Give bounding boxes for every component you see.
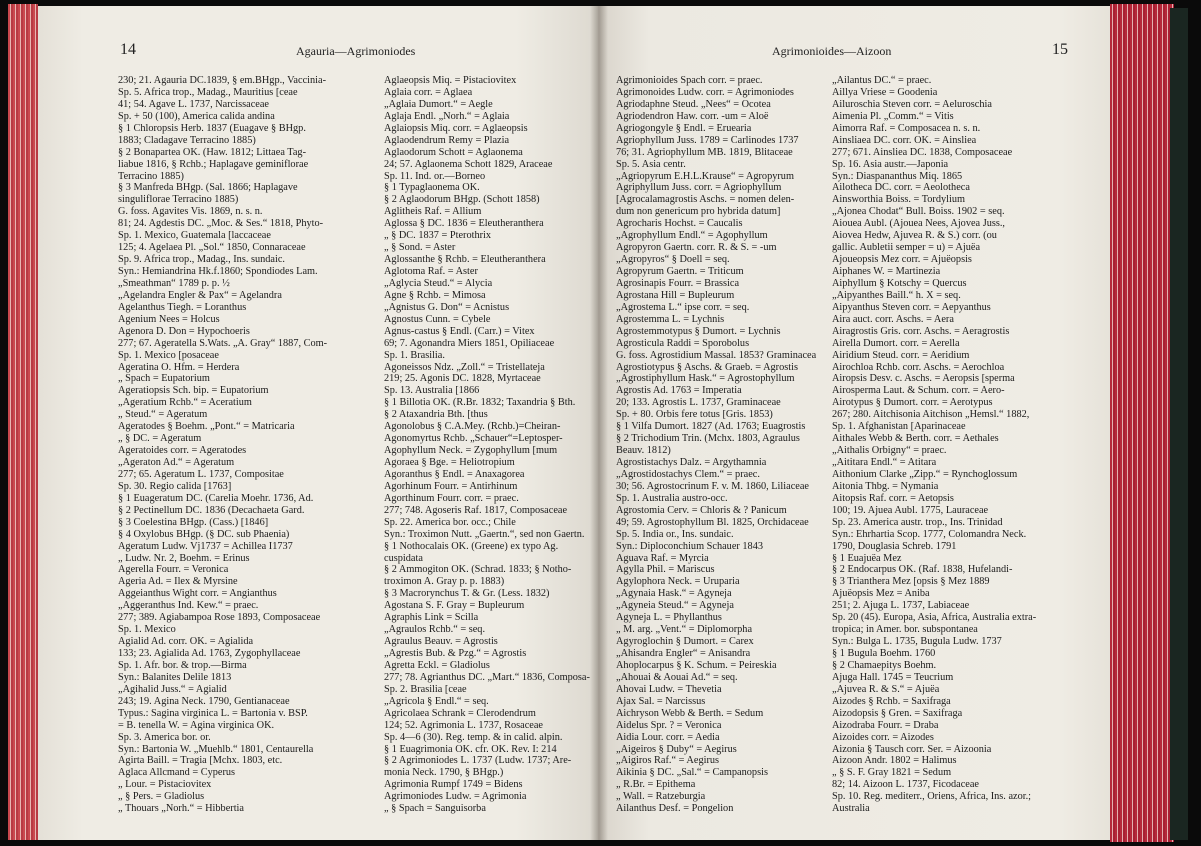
entry-line: „Ajonea Chodat“ Bull. Boiss. 1902 = seq.: [832, 206, 1005, 218]
entry-line: Agylla Phil. = Mariscus: [616, 564, 715, 576]
entry-line: Airopsis Desv. c. Aschs. = Aeropsis [sperma: [832, 373, 1015, 385]
entry-line: Syn.: Bartonia W. „Muehlb.“ 1801, Centaurella: [118, 743, 314, 755]
entry-line: Aiovea Hedw, Ajuvea R. & S.) corr. (ou: [832, 230, 997, 242]
entry-line: Aglaeopsis Miq. = Pistaciovitex: [384, 75, 517, 86]
entry-line: „ Thouars „Norh.“ = Hibbertia: [118, 803, 244, 815]
entry-line: Agropyron Gaertn. corr. R. & S. = -um: [616, 242, 777, 254]
entry-line: Sp. 5. Asia centr.: [616, 158, 686, 170]
entry-line: „Aithalis Orbigny“ = praec.: [832, 445, 947, 457]
entry-line: 41; 54. Agave L. 1737, Narcissaceae: [118, 98, 269, 110]
entry-line: „ § S. F. Gray 1821 = Sedum: [832, 767, 952, 779]
entry-line: „Aigeiros § Duby“ = Aegirus: [616, 743, 737, 755]
entry-line: Aglaodendrum Remy = Plazia: [384, 134, 510, 146]
entry-line: Aizodes § Rchb. = Saxifraga: [832, 695, 951, 707]
entry-line: [Agrocalamagrostis Aschs. = nomen delen-: [616, 194, 795, 206]
entry-line: Agrostemma L. = Lychnis: [616, 313, 725, 325]
entry-line: „ Lour. = Pistaciovitex: [118, 779, 212, 791]
page-edges-left: [8, 4, 38, 840]
entry-line: § 3 Coelestina BHgp. (Cass.) [1846]: [118, 516, 269, 528]
entry-line: „Agriopyrum E.H.L.Krause“ = Agropyrum: [616, 170, 794, 182]
entry-line: Agrostomia Cerv. = Chloris & ? Panicum: [616, 504, 787, 516]
page-edges-right: [1110, 4, 1174, 842]
entry-line: § 2 Trichodium Trin. (Mchx. 1803, Agraulus: [616, 433, 800, 445]
entry-line: § 2 Pectinellum DC. 1836 (Decachaeta Gard.: [118, 504, 305, 516]
entry-line: Agonolobus § C.A.Mey. (Rchb.)=Cheiran-: [384, 421, 561, 433]
entry-line: Aimenia Pl. „Comm.“ = Vitis: [832, 110, 954, 122]
entry-line: Syn.: Troximon Nutt. „Gaertn.“, sed non Gaertn.: [384, 528, 585, 540]
entry-line: 81; 24. Agdestis DC. „Moc. & Ses.“ 1818, Phyto-: [118, 218, 324, 230]
entry-line: § 1 Euageratum DC. (Carelia Moehr. 1736, Ad.: [118, 492, 314, 504]
entry-line: troximon A. Gray p. p. 1883): [384, 576, 505, 588]
entry-line: Ahoplocarpus § K. Schum. = Peireskia: [616, 659, 777, 671]
entry-line: Sp. 1. Afr. bor. & trop.—Birma: [118, 659, 247, 671]
entry-line: Agostana S. F. Gray = Bupleurum: [384, 600, 525, 612]
entry-line: Ajax Sal. = Narcissus: [616, 695, 706, 707]
entry-line: 219; 25. Agonis DC. 1828, Myrtaceae: [384, 373, 541, 385]
entry-line: Sp. 10. Reg. mediterr., Oriens, Africa, Ins. azor.;: [832, 791, 1032, 803]
entry-line: Aillya Vriese = Goodenia: [832, 86, 938, 98]
entry-line: Agrimonioides Spach corr. = praec.: [616, 75, 763, 86]
entry-line: 267; 280. Aitchisonia Aitchison „Hemsl.“ 1882,: [832, 409, 1030, 421]
entry-line: Airella Dumort. corr. = Aerella: [832, 337, 960, 349]
entry-line: § 1 Typaglaonema OK.: [384, 182, 480, 194]
entry-line: „Aigiros Raf.“ = Aegirus: [616, 755, 720, 767]
entry-line: Aidelus Spr. ? = Veronica: [616, 719, 722, 731]
entry-line: „ § Spach = Sanguisorba: [384, 803, 486, 815]
entry-line: Agretta Eckl. = Gladiolus: [384, 659, 490, 671]
entry-line: Agyroglochin § Dumort. = Carex: [616, 636, 754, 648]
right-column-2: [832, 75, 1094, 815]
entry-line: „ Wall. = Ratzeburgia: [616, 791, 706, 803]
entry-line: Airidium Steud. corr. = Aeridium: [832, 349, 970, 361]
entry-line: Sp. 2. Brasilia [ceae: [384, 683, 467, 695]
entry-line: Aglaodorum Schott = Aglaonema: [384, 146, 523, 158]
entry-line: Sp. 22. America bor. occ.; Chile: [384, 516, 516, 528]
entry-line: Airagrostis Gris. corr. Aschs. = Aeragrostis: [832, 325, 1010, 337]
entry-line: „ M. arg. „Vent.“ = Diplomorpha: [616, 624, 753, 636]
entry-line: Agophyllum Neck. = Zygophyllum [mum: [384, 445, 558, 457]
entry-line: Aitonia Thbg. = Nymania: [832, 480, 939, 492]
entry-line: 76; 31. Agriophyllum MB. 1819, Blitaceae: [616, 146, 793, 158]
entry-line: Terracino 1885): [118, 170, 184, 182]
entry-line: „Agihalid Juss.“ = Agialid: [118, 683, 227, 695]
entry-line: § 2 Ataxandria Bth. [thus: [384, 409, 488, 421]
entry-line: Agrosticula Raddi = Sporobolus: [616, 337, 750, 349]
entry-line: § 1 Euagrimonia OK. cfr. OK. Rev. I: 214: [384, 743, 557, 755]
right-column-1: [616, 75, 854, 815]
entry-line: liabue 1816, § Rchb.; Haplagave geminiflorae: [118, 158, 309, 170]
entry-line: Agrostis Ad. 1763 = Imperatia: [616, 385, 742, 397]
entry-line: Agyneja L. = Phyllanthus: [616, 612, 722, 624]
entry-line: G. foss. Agrostidium Massal. 1853? Graminacea: [616, 349, 817, 361]
entry-line: „ R.Br. = Epithema: [616, 779, 696, 791]
entry-line: Ageratum Ludw. Vj1737 = Achillea I1737: [118, 540, 293, 552]
entry-line: § 1 Euajuëa Mez: [832, 552, 902, 564]
entry-line: Sp. 1. Mexico: [118, 624, 176, 636]
entry-line: 230; 21. Agauria DC.1839, § em.BHgp., Vaccinia-: [118, 75, 327, 86]
entry-line: Sp. 30. Regio calida [1763]: [118, 480, 232, 492]
entry-line: Syn.: Hemiandrina Hk.f.1860; Spondiodes Lam.: [118, 266, 318, 277]
entry-line: 243; 19. Agina Neck. 1790, Gentianaceae: [118, 695, 290, 707]
entry-line: 133; 23. Agialida Ad. 1763, Zygophyllaceae: [118, 648, 301, 659]
entry-line: Agrocharis Hochst. = Caucalis: [616, 218, 743, 230]
entry-line: Agricolaea Schrank = Clerodendrum: [384, 707, 536, 719]
entry-line: „ Steud.“ = Ageratum: [118, 409, 208, 421]
entry-line: 277; 67. Ageratella S.Wats. „A. Gray“ 1887, Com-: [118, 337, 328, 349]
entry-line: „Ahouai & Aouai Ad.“ = seq.: [616, 671, 738, 683]
entry-line: § 2 Bonapartea OK. (Haw. 1812; Littaea Tag-: [118, 146, 306, 158]
entry-line: Agrosinapis Fourr. = Brassica: [616, 277, 740, 289]
entry-line: „ § DC. = Ageratum: [118, 433, 202, 445]
entry-line: Beauv. 1812): [616, 445, 671, 457]
entry-line: Ageratina O. Hfm. = Herdera: [118, 361, 240, 373]
entry-line: Agrostiotypus § Aschs. & Graeb. = Agrostis: [616, 361, 798, 373]
entry-line: „Ajuvea R. & S.“ = Ajuëa: [832, 683, 940, 695]
entry-line: Syn.: Balanites Delile 1813: [118, 671, 232, 683]
entry-line: Agnostus Cunn. = Cybele: [384, 313, 491, 325]
entry-line: Syn.: Bulga L. 1735, Bugula Ludw. 1737: [832, 636, 1002, 648]
entry-line: Ailanthus Desf. = Pongelion: [616, 803, 734, 815]
entry-line: Agrostemmotypus § Dumort. = Lychnis: [616, 325, 781, 337]
entry-line: 20; 133. Agrostis L. 1737, Graminaceae: [616, 397, 781, 409]
right-page: [598, 6, 1112, 840]
entry-line: Aithales Webb & Berth. corr. = Aethales: [832, 433, 999, 445]
entry-line: 1790, Douglasia Schreb. 1791: [832, 540, 957, 552]
entry-line: Agrostana Hill = Bupleurum: [616, 289, 735, 301]
entry-line: gallic. Aubletii semper = u) = Ajuëa: [832, 242, 981, 254]
entry-line: Aglaia corr. = Aglaea: [384, 86, 473, 98]
entry-line: § 4 Oxylobus BHgp. (§ DC. sub Phaenia): [118, 528, 290, 540]
entry-line: Agoneissos Ndz. „Zoll.“ = Tristellateja: [384, 361, 545, 373]
entry-line: Agnus-castus § Endl. (Carr.) = Vitex: [384, 325, 535, 337]
entry-line: Ainsliaea DC. corr. OK. = Ainsliea: [832, 134, 977, 146]
entry-line: Aglossa § DC. 1836 = Eleutheranthera: [384, 218, 544, 230]
entry-line: Sp. 23. America austr. trop., Ins. Trinidad: [832, 516, 1003, 528]
entry-line: Syn.: Diploconchium Schauer 1843: [616, 540, 763, 552]
entry-line: Aikinia § DC. „Sal.“ = Campanopsis: [616, 767, 768, 779]
entry-line: 277; 78. Agrianthus DC. „Mart.“ 1836, Composa-: [384, 671, 590, 683]
entry-line: Aitopsis Raf. corr. = Aetopsis: [832, 492, 954, 504]
entry-line: Agorhinum Fourr. = Antirhinum: [384, 480, 518, 492]
entry-line: Agraphis Link = Scilla: [384, 612, 479, 624]
entry-line: „Agropyros“ § Doell = seq.: [616, 254, 730, 266]
entry-line: § 1 Vilfa Dumort. 1827 (Ad. 1763; Euagrostis: [616, 421, 806, 433]
entry-line: „Aipyanthes Baill.“ h. X = seq.: [832, 289, 961, 301]
entry-line: § 3 Macrorynchus T. & Gr. (Less. 1832): [384, 588, 550, 600]
entry-line: § 2 Agrimoniodes L. 1737 (Ludw. 1737; Are-: [384, 755, 572, 767]
entry-line: § 2 Chamaepitys Boehm.: [832, 659, 937, 671]
entry-line: 82; 14. Aizoon L. 1737, Ficodaceae: [832, 779, 979, 791]
entry-line: Ageratiopsis Sch. bip. = Eupatorium: [118, 385, 269, 397]
entry-line: Aizonia § Tausch corr. Ser. = Aizoonia: [832, 743, 992, 755]
entry-line: Agriodaphne Steud. „Nees“ = Ocotea: [616, 98, 771, 110]
entry-line: Sp. 11. Ind. or.—Borneo: [384, 170, 486, 182]
entry-line: Sp. 1. Mexico [posaceae: [118, 349, 219, 361]
entry-line: Aichryson Webb & Berth. = Sedum: [616, 707, 764, 719]
entry-line: „Agrophyllum Endl.“ = Agophyllum: [616, 230, 768, 242]
entry-line: „ Spach = Eupatorium: [118, 373, 210, 385]
entry-line: „Agnistus G. Don“ = Acnistus: [384, 301, 510, 313]
entry-line: Aithonium Clarke „Zipp.“ = Rynchoglossum: [832, 468, 1018, 480]
entry-line: § 1 Bugula Boehm. 1760: [832, 648, 936, 659]
entry-line: tropica; in Amer. bor. subspontanea: [832, 624, 978, 636]
entry-line: „Ailantus DC.“ = praec.: [832, 75, 932, 86]
entry-line: „ § Pers. = Gladiolus: [118, 791, 205, 803]
entry-line: § 3 Manfreda BHgp. (Sal. 1866; Haplagave: [118, 182, 298, 194]
entry-line: § 1 Billotia OK. (R.Br. 1832; Taxandria § Bth.: [384, 397, 576, 409]
entry-line: „Agricola § Endl.“ = seq.: [384, 695, 489, 707]
entry-line: § 2 Endocarpus OK. (Raf. 1838, Hufelandi-: [832, 564, 1013, 576]
entry-line: „Agrestis Bub. & Pzg.“ = Agrostis: [384, 648, 527, 659]
entry-line: „Ageraton Ad.“ = Ageratum: [118, 457, 235, 468]
entry-line: 49; 59. Agrostophyllum Bl. 1825, Orchidaceae: [616, 516, 809, 528]
entry-line: 125; 4. Agelaea Pl. „Sol.“ 1850, Connaraceae: [118, 242, 306, 254]
entry-line: Syn.: Diaspananthus Miq. 1865: [832, 170, 963, 182]
entry-line: Ailuroschia Steven corr. = Aeluroschia: [832, 98, 992, 110]
entry-line: Aira auct. corr. Aschs. = Aera: [832, 313, 954, 325]
entry-line: cuspidata: [384, 552, 423, 564]
entry-line: Aidia Lour. corr. = Aedia: [616, 731, 720, 743]
left-column-2: [384, 75, 594, 815]
book-gutter: [590, 6, 608, 840]
entry-line: Ainsworthia Boiss. = Tordylium: [832, 194, 966, 206]
entry-line: = B. tenella W. = Agina virginica OK.: [118, 719, 275, 731]
entry-line: Agrimonia Rumpf 1749 = Bidens: [384, 779, 523, 791]
book-cover-edge: [1170, 8, 1188, 840]
entry-line: 277; 671. Ainsliea DC. 1838, Composaceae: [832, 146, 1013, 158]
entry-line: dum non genericum pro hybrida datum]: [616, 206, 781, 218]
entry-line: § 1 Chloropsis Herb. 1837 (Euagave § BHgp.: [118, 122, 306, 134]
entry-line: Airotypus § Dumort. corr. = Aerotypus: [832, 397, 993, 409]
entry-line: Sp. + 50 (100), America calida andina: [118, 110, 275, 122]
page-number: 14: [120, 41, 136, 58]
entry-line: Aggeianthus Wight corr. = Angianthus: [118, 588, 277, 600]
entry-line: Sp. 4—6 (30). Reg. temp. & in calid. alpin.: [384, 731, 563, 743]
entry-line: Ageria Ad. = Ilex & Myrsine: [118, 576, 238, 588]
entry-line: Ailotheca DC. corr. = Aeolotheca: [832, 182, 970, 194]
entry-line: Sp. 9. Africa trop., Madag., Ins. sundaic.: [118, 254, 286, 266]
entry-line: Agoraea § Bge. = Heliotropium: [384, 457, 515, 468]
entry-line: Agelanthus Tiegh. = Loranthus: [118, 301, 247, 313]
entry-line: Sp. 1. Australia austro-occ.: [616, 492, 728, 504]
entry-line: Agne § Rchb. = Mimosa: [384, 289, 486, 301]
entry-line: Sp. 5. Africa trop., Madag., Mauritius [ceae: [118, 86, 298, 98]
entry-line: Aizoides corr. = Aizodes: [832, 731, 934, 743]
entry-line: Aiphyllum § Kotschy = Quercus: [832, 277, 967, 289]
entry-line: 24; 57. Aglaonema Schott 1829, Araceae: [384, 158, 553, 170]
entry-line: „Ahisandra Engler“ = Anisandra: [616, 648, 751, 659]
entry-line: Agrimonoides Ludw. corr. = Agrimoniodes: [616, 86, 794, 98]
entry-line: Agraulus Beauv. = Agrostis: [384, 636, 498, 648]
entry-line: Agonomyrtus Rchb. „Schauer“=Leptosper-: [384, 433, 563, 445]
entry-line: Agrimoniodes Ludw. = Agrimonia: [384, 791, 527, 803]
entry-line: Syn.: Ehrhartia Scop. 1777, Colomandra Neck.: [832, 528, 1027, 540]
entry-line: Agropyrum Gaertn. = Triticum: [616, 266, 744, 277]
entry-line: Ajuga Hall. 1745 = Teucrium: [832, 671, 954, 683]
entry-line: Aizodopsis § Gren. = Saxifraga: [832, 707, 963, 719]
entry-line: Ageratodes § Boehm. „Pont.“ = Matricaria: [118, 421, 295, 433]
entry-line: § 1 Nothocalais OK. (Greene) ex typo Ag.: [384, 540, 559, 552]
entry-line: Aglossanthe § Rchb. = Eleutheranthera: [384, 254, 546, 266]
entry-line: 30; 56. Agrostocrinum F. v. M. 1860, Liliaceae: [616, 480, 809, 492]
entry-line: Agenora D. Don = Hypochoeris: [118, 325, 250, 337]
entry-line: Aglaca Allcmand = Cyperus: [118, 767, 236, 779]
entry-line: 277; 65. Ageratum L. 1737, Compositae: [118, 468, 284, 480]
entry-line: „ § DC. 1837 = Pterothrix: [384, 230, 492, 242]
entry-line: Sp. 13. Australia [1866: [384, 385, 480, 397]
entry-line: Aglotoma Raf. = Aster: [384, 266, 478, 277]
entry-line: „Ageratium Rchb.“ = Aceratium: [118, 397, 252, 409]
entry-line: Agorthinum Fourr. corr. = praec.: [384, 492, 519, 504]
entry-line: Agirta Baill. = Tragia [Mchx. 1803, etc.: [118, 755, 283, 767]
entry-line: Aglitheis Raf. = Allium: [384, 206, 482, 218]
entry-line: „Agrostema L.“ ipse corr. = seq.: [616, 301, 750, 313]
entry-line: „Agelandra Engler & Pax“ = Agelandra: [118, 289, 282, 301]
running-head: Agrimonioides—Aizoon: [772, 44, 892, 58]
entry-line: „Agynaia Hask.“ = Agyneja: [616, 588, 732, 600]
entry-line: Aizoon Andr. 1802 = Halimus: [832, 755, 957, 767]
entry-line: § 2 Aglaodorum BHgp. (Schott 1858): [384, 194, 540, 206]
entry-line: „ § Sond. = Aster: [384, 242, 456, 254]
running-head: Agauria—Agrimoniodes: [296, 44, 416, 58]
entry-line: Agriphyllum Juss. corr. = Agriophyllum: [616, 182, 782, 194]
entry-line: Agialid Ad. corr. OK. = Agialida: [118, 636, 254, 648]
entry-line: 69; 7. Agonandra Miers 1851, Opiliaceae: [384, 337, 555, 349]
entry-line: Agriogongyle § Endl. = Eruearia: [616, 122, 752, 134]
entry-line: 277; 389. Agiabampoa Rose 1893, Composaceae: [118, 612, 321, 624]
entry-line: Sp. 1. Mexico, Guatemala [laccaceae: [118, 230, 271, 242]
entry-line: 277; 748. Agoseris Raf. 1817, Composaceae: [384, 504, 568, 516]
entry-line: Aiphanes W. = Martinezia: [832, 266, 941, 277]
entry-line: Agriodendron Haw. corr. -um = Aloë: [616, 110, 769, 122]
entry-line: Aipyanthus Steven corr. = Aepyanthus: [832, 301, 991, 313]
entry-line: Sp. 16. Asia austr.—Japonia: [832, 158, 949, 170]
entry-line: „Agraulos Rchb.“ = seq.: [384, 624, 486, 636]
entry-line: 251; 2. Ajuga L. 1737, Labiaceae: [832, 600, 970, 612]
entry-line: „Aggeranthus Ind. Kew.“ = praec.: [118, 600, 259, 612]
page-number: 15: [1052, 41, 1068, 58]
entry-line: monia Neck. 1790, § BHgp.): [384, 767, 504, 779]
entry-line: Airosperma Laut. & Schum. corr. = Aero-: [832, 385, 1005, 397]
entry-line: Sp. 3. America bor. or.: [118, 731, 211, 743]
entry-line: „ Ludw. Nr. 2, Boehm. = Erinus: [118, 552, 250, 564]
entry-line: Ahovai Ludw. = Thevetia: [616, 683, 722, 695]
entry-line: § 2 Ammogiton OK. (Schrad. 1833; § Notho-: [384, 564, 572, 576]
entry-line: Aglaja Endl. „Norh.“ = Aglaia: [384, 110, 510, 122]
entry-line: G. foss. Agavites Vis. 1869, n. s. n.: [118, 206, 263, 218]
entry-line: Agenium Nees = Holcus: [118, 313, 220, 325]
entry-line: Agriophyllum Juss. 1789 = Carlinodes 1737: [616, 134, 799, 146]
entry-line: Agylophora Neck. = Uruparia: [616, 576, 740, 588]
entry-line: Ageratoides corr. = Ageratodes: [118, 445, 247, 457]
entry-line: „Agrostidostachys Clem.“ = praec.: [616, 468, 760, 480]
entry-line: 124; 52. Agrimonia L. 1737, Rosaceae: [384, 719, 543, 731]
entry-line: „Agyneia Steud.“ = Agyneja: [616, 600, 734, 612]
entry-line: Aguava Raf. = Myrcia: [616, 552, 709, 564]
entry-line: 100; 19. Ajuea Aubl. 1775, Lauraceae: [832, 504, 989, 516]
entry-line: Agoranthus § Endl. = Anaxagorea: [384, 468, 525, 480]
entry-line: Sp. 1. Brasilia.: [384, 349, 445, 361]
entry-line: Sp. 5. India or., Ins. sundaic.: [616, 528, 734, 540]
entry-line: Aizodraba Fourr. = Draba: [832, 719, 939, 731]
entry-line: Agerella Fourr. = Veronica: [118, 564, 229, 576]
entry-line: „Aglycia Steud.“ = Alycia: [384, 277, 493, 289]
entry-line: Sp. + 80. Orbis fere totus [Gris. 1853): [616, 409, 773, 421]
entry-line: singuliflorae Terracino 1885): [118, 194, 239, 206]
entry-line: Typus.: Sagina virginica L. = Bartonia v. BSP.: [118, 707, 308, 719]
entry-line: Airochloa Rchb. corr. Aschs. = Aerochloa: [832, 361, 1005, 373]
entry-line: Australia: [832, 803, 870, 815]
entry-line: „Agrostiphyllum Hask.“ = Agrostophyllum: [616, 373, 795, 385]
entry-line: 1883; Cladagave Terracino 1885): [118, 134, 256, 146]
entry-line: „Smeathman“ 1789 p. p. ½: [118, 277, 230, 289]
entry-line: Aiouea Aubl. (Ajouea Nees, Ajovea Juss.,: [832, 218, 1006, 230]
entry-line: Aglaiopsis Miq. corr. = Aglaeopsis: [384, 122, 528, 134]
entry-line: „Aglaia Dumort.“ = Aegle: [384, 98, 493, 110]
entry-line: Ajuëopsis Mez = Aniba: [832, 588, 930, 600]
entry-line: „Aititara Endl.“ = Atitara: [832, 457, 937, 468]
left-page: [38, 6, 600, 840]
entry-line: Agrostistachys Dalz. = Argythamnia: [616, 457, 767, 468]
entry-line: Sp. 1. Afghanistan [Aparinaceae: [832, 421, 966, 433]
entry-line: Aimorra Raf. = Composacea n. s. n.: [832, 122, 981, 134]
entry-line: Ajoueopsis Mez corr. = Ajuëopsis: [832, 254, 972, 266]
entry-line: § 3 Trianthera Mez [opsis § Mez 1889: [832, 576, 990, 588]
left-column-1: [118, 75, 388, 815]
entry-line: Sp. 20 (45). Europa, Asia, Africa, Australia extra-: [832, 612, 1037, 624]
